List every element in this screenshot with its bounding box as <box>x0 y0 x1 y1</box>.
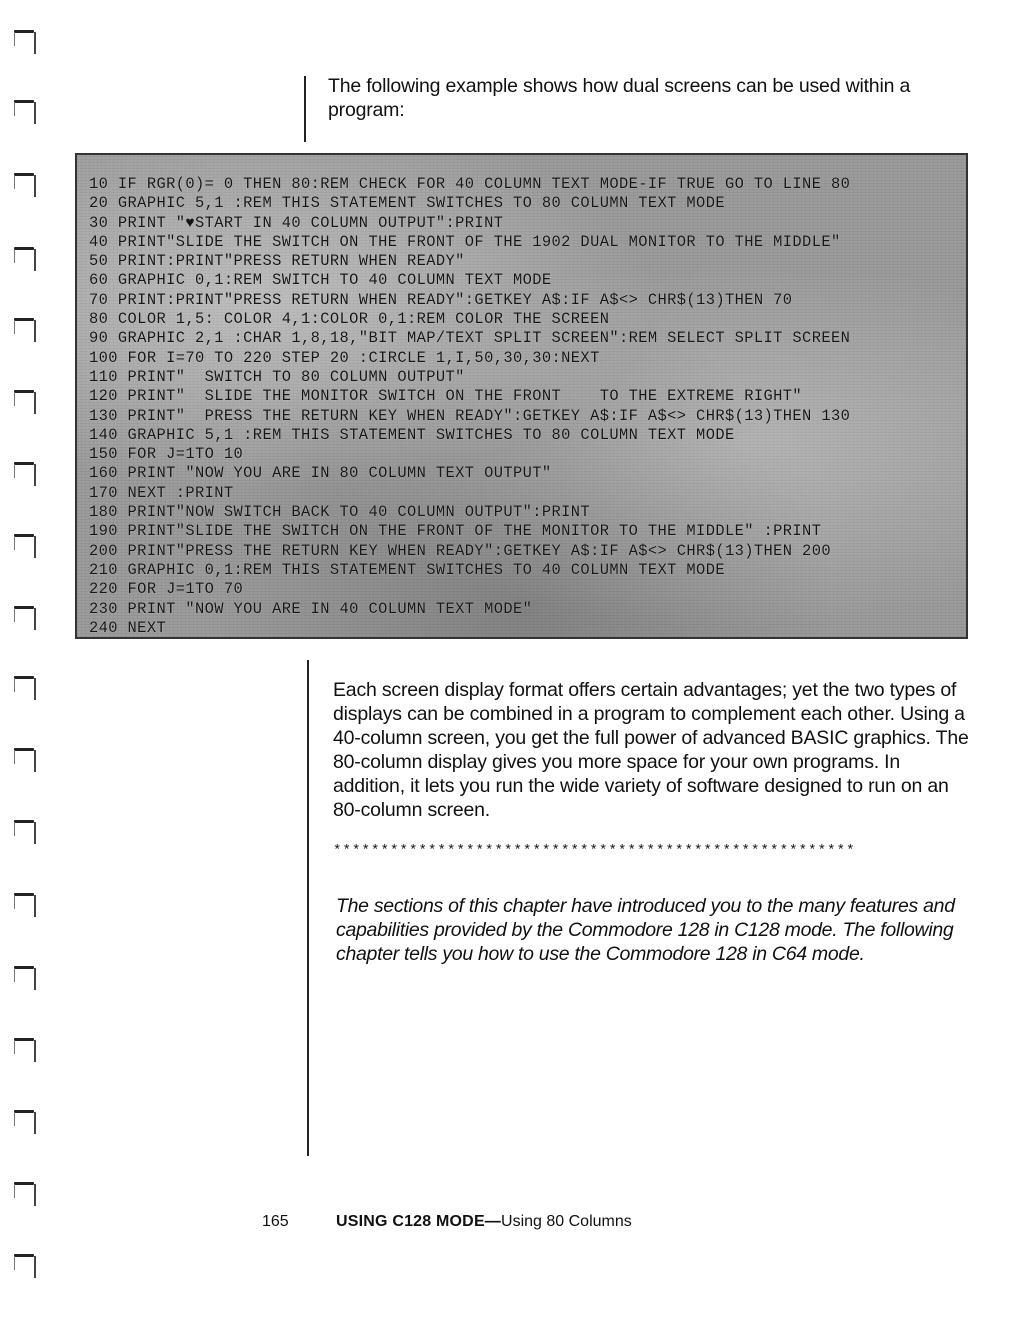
code-line: 230 PRINT "NOW YOU ARE IN 40 COLUMN TEXT MODE" <box>89 599 533 618</box>
binder-hole <box>14 247 36 281</box>
binder-hole <box>14 893 36 927</box>
binder-hole <box>14 390 36 424</box>
code-line: 20 GRAPHIC 5,1 :REM THIS STATEMENT SWITCHES TO 80 COLUMN TEXT MODE <box>89 194 725 213</box>
code-line: 90 GRAPHIC 2,1 :CHAR 1,8,18,"BIT MAP/TEXT SPLIT SCREEN":REM SELECT SPLIT SCREEN <box>89 329 851 348</box>
code-line: 80 COLOR 1,5: COLOR 4,1:COLOR 0,1:REM COLOR THE SCREEN <box>89 310 610 329</box>
code-line: 200 PRINT"PRESS THE RETURN KEY WHEN READY":GETKEY A$:IF A$<> CHR$(13)THEN 200 <box>89 541 831 560</box>
binder-hole <box>14 462 36 496</box>
binder-hole <box>14 1110 36 1144</box>
binder-holes <box>0 0 60 1325</box>
code-line: 50 PRINT:PRINT"PRESS RETURN WHEN READY" <box>89 252 465 271</box>
running-head-subsection: Using 80 Columns <box>501 1213 632 1230</box>
code-line: 100 FOR I=70 TO 220 STEP 20 :CIRCLE 1,I,50,30,30:NEXT <box>89 348 600 367</box>
binder-hole <box>14 1182 36 1216</box>
binder-hole <box>14 534 36 568</box>
closing-paragraph: The sections of this chapter have introduced you to the many features and capabilities provided by the Commodore 128 in C128 mode. The following chapter tells you how to use the Commodore 128 in C64 mode. <box>336 895 955 965</box>
code-line: 190 PRINT"SLIDE THE SWITCH ON THE FRONT OF THE MONITOR TO THE MIDDLE" :PRINT <box>89 522 822 541</box>
binder-hole <box>14 173 36 207</box>
code-line: 240 NEXT <box>89 618 167 637</box>
binder-hole <box>14 1038 36 1072</box>
binder-hole <box>14 1254 36 1288</box>
binder-hole <box>14 966 36 1000</box>
code-line: 120 PRINT" SLIDE THE MONITOR SWITCH ON THE FRONT TO THE EXTREME RIGHT" <box>89 387 803 406</box>
code-line: 170 NEXT :PRINT <box>89 483 234 502</box>
code-line: 220 FOR J=1TO 70 <box>89 580 244 599</box>
binder-hole <box>14 318 36 352</box>
binder-hole <box>14 606 36 640</box>
basic-program-listing <box>89 175 850 638</box>
code-line: 40 PRINT"SLIDE THE SWITCH ON THE FRONT OF THE 1902 DUAL MONITOR TO THE MIDDLE" <box>89 232 841 251</box>
intro-paragraph: The following example shows how dual screens can be used within a program: <box>328 75 911 121</box>
binder-hole <box>14 100 36 134</box>
section-separator: ******************************************************* <box>333 843 856 859</box>
page-number: 165 <box>262 1213 289 1230</box>
code-line: 130 PRINT" PRESS THE RETURN KEY WHEN READY":GETKEY A$:IF A$<> CHR$(13)THEN 130 <box>89 406 851 425</box>
code-line: 160 PRINT "NOW YOU ARE IN 80 COLUMN TEXT OUTPUT" <box>89 464 552 483</box>
running-head-section: USING C128 MODE— <box>336 1213 502 1230</box>
running-head <box>336 1213 632 1231</box>
code-line: 30 PRINT "♥START IN 40 COLUMN OUTPUT":PRINT <box>89 213 504 232</box>
binder-hole <box>14 30 36 64</box>
binder-hole <box>14 820 36 854</box>
code-line: 110 PRINT" SWITCH TO 80 COLUMN OUTPUT" <box>89 367 465 386</box>
margin-rule <box>304 76 306 142</box>
code-line: 60 GRAPHIC 0,1:REM SWITCH TO 40 COLUMN TEXT MODE <box>89 271 552 290</box>
code-line: 70 PRINT:PRINT"PRESS RETURN WHEN READY":GETKEY A$:IF A$<> CHR$(13)THEN 70 <box>89 290 793 309</box>
code-line: 10 IF RGR(0)= 0 THEN 80:REM CHECK FOR 40 COLUMN TEXT MODE-IF TRUE GO TO LINE 80 <box>89 175 851 193</box>
code-line: 180 PRINT"NOW SWITCH BACK TO 40 COLUMN OUTPUT":PRINT <box>89 503 591 522</box>
binder-hole <box>14 748 36 782</box>
code-line: 140 GRAPHIC 5,1 :REM THIS STATEMENT SWITCHES TO 80 COLUMN TEXT MODE <box>89 425 735 444</box>
margin-rule <box>307 660 309 1156</box>
binder-hole <box>14 676 36 710</box>
body-paragraph: Each screen display format offers certain advantages; yet the two types of displays can be combined in a program to complement each other. Using a 40-column screen, you get the full power of advanced BASIC graphics. The 80-column display gives you more space for your own programs. In addition, it lets you run the wide variety of software designed to run on an 80-column screen. <box>333 679 969 821</box>
screen-photo <box>75 153 968 639</box>
code-line: 150 FOR J=1TO 10 <box>89 445 244 464</box>
code-line: 210 GRAPHIC 0,1:REM THIS STATEMENT SWITCHES TO 40 COLUMN TEXT MODE <box>89 560 725 579</box>
